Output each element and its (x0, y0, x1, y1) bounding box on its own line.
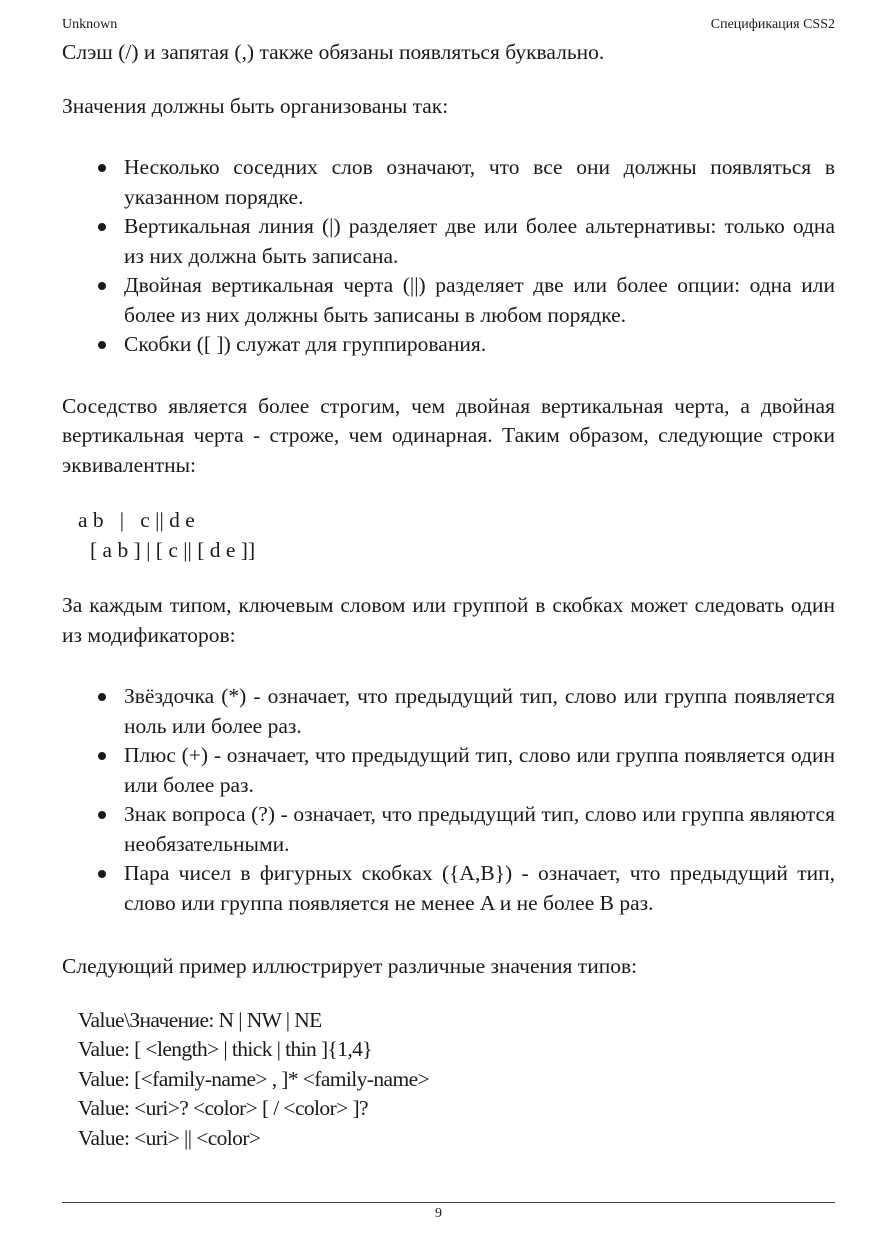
list-item: Скобки ([ ]) служат для группирования. (62, 330, 835, 360)
list-item: Вертикальная линия (|) разделяет две или более альтернативы: только одна из них должна быть записана. (62, 212, 835, 271)
paragraph-example-intro: Следующий пример иллюстрирует различные значения типов: (62, 954, 638, 978)
header-right: Спецификация CSS2 (710, 17, 835, 32)
code-line: a b | c || d e (78, 508, 195, 532)
example-line: Value: <uri>? <color> [ / <color> ]? (78, 1096, 368, 1120)
code-line: [ a b ] | [ c || [ d e ]] (90, 537, 256, 562)
list-item: Звёздочка (*) - означает, что предыдущий тип, слово или группа появляется ноль или более раз. (62, 682, 835, 741)
example-line: Value: [<family-name> , ]* <family-name> (78, 1066, 430, 1091)
list-item: Двойная вертикальная черта (||) разделяет две или более опции: одна или более из них должны быть записаны в любом порядке. (62, 271, 835, 330)
list-item: Знак вопроса (?) - означает, что предыдущий тип, слово или группа являются необязательными. (62, 800, 835, 859)
combinator-list (62, 153, 835, 360)
page-number: 9 (435, 1206, 442, 1221)
example-line: Value: <uri> || <color> (78, 1125, 261, 1150)
paragraph-slash-comma: Слэш (/) и запятая (,) также обязаны появляться буквально. (62, 40, 605, 64)
type-examples (62, 1006, 835, 1154)
footer-divider (62, 1202, 835, 1203)
modifier-list (62, 682, 835, 918)
equivalence-example (62, 506, 835, 565)
paragraph-values-intro: Значения должны быть организованы так: (62, 93, 449, 118)
list-item: Плюс (+) - означает, что предыдущий тип, слово или группа появляется один или более раз. (62, 741, 835, 800)
list-item: Несколько соседних слов означают, что все они должны появляться в указанном порядке. (62, 153, 835, 212)
paragraph-modifiers-intro: За каждым типом, ключевым словом или группой в скобках может следовать один из модификаторов: (62, 593, 835, 647)
page-content (62, 38, 835, 1153)
example-line: Value\Значение: N | NW | NE (78, 1007, 322, 1032)
example-line: Value: [ <length> | thick | thin ]{1,4} (78, 1037, 373, 1061)
list-item: Пара чисел в фигурных скобках ({A,B}) - означает, что предыдущий тип, слово или группа появляется не менее A и не более B раз. (62, 859, 835, 918)
paragraph-precedence: Соседство является более строгим, чем двойная вертикальная черта, а двойная вертикальная черта - строже, чем одинарная. Таким образом, следующие строки эквивалентны: (62, 393, 835, 477)
header-left: Unknown (62, 17, 118, 32)
